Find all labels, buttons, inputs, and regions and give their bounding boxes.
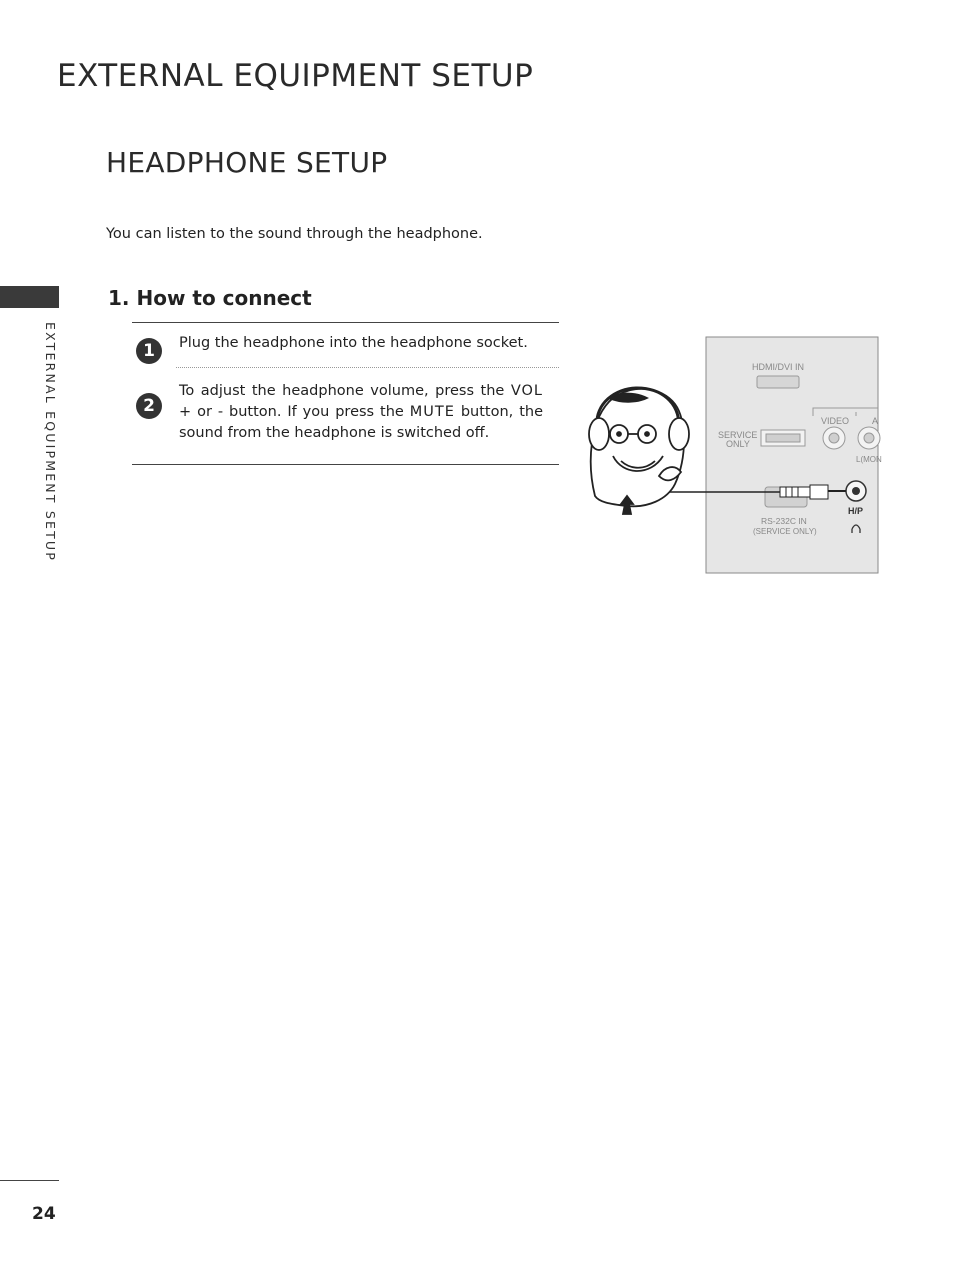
- step-2-badge: 2: [136, 393, 162, 419]
- hp-label: H/P: [848, 506, 864, 516]
- headphone-plug: [780, 487, 810, 497]
- step-2-text-c: button, the sound from the headphone is switched off.: [179, 404, 544, 441]
- step-1-text: Plug the headphone into the headphone socket.: [179, 335, 528, 351]
- lmono-label: L(MON: [856, 455, 882, 464]
- service-label: SERVICE: [718, 430, 758, 440]
- subsection-title: 1. How to connect: [108, 286, 312, 310]
- tv-rear-panel: [706, 337, 878, 573]
- mute-keyword: MUTE: [409, 404, 455, 420]
- step-1-badge: 1: [136, 338, 162, 364]
- top-rule: [132, 322, 559, 323]
- rs232-service-label: (SERVICE ONLY): [753, 527, 817, 536]
- footer-rule: [0, 1180, 59, 1181]
- side-tab-marker: [0, 286, 59, 308]
- service-only-label: ONLY: [726, 439, 750, 449]
- hdmi-label: HDMI/DVI IN: [752, 362, 805, 372]
- person-with-headphones: [589, 388, 689, 514]
- section-title: HEADPHONE SETUP: [106, 146, 388, 179]
- step-2-text-a: To adjust the headphone volume, press the: [179, 383, 511, 399]
- rs232-label: RS-232C IN: [761, 516, 807, 526]
- bottom-rule: [132, 464, 559, 465]
- chapter-title: EXTERNAL EQUIPMENT SETUP: [57, 58, 534, 94]
- hdmi-port: [757, 376, 799, 388]
- vol-keyword: VOL: [510, 383, 543, 399]
- page-number: 24: [32, 1204, 56, 1224]
- step-2-text: [179, 381, 543, 444]
- step-divider: [176, 367, 559, 368]
- audio-label: A: [872, 416, 879, 426]
- intro-text: You can listen to the sound through the headphone.: [106, 226, 483, 242]
- video-label: VIDEO: [821, 416, 850, 426]
- side-chapter-label: EXTERNAL EQUIPMENT SETUP: [43, 322, 58, 563]
- headphone-connection-illustration: [575, 336, 882, 576]
- step-2-text-b: + or - button. If you press the: [179, 404, 410, 420]
